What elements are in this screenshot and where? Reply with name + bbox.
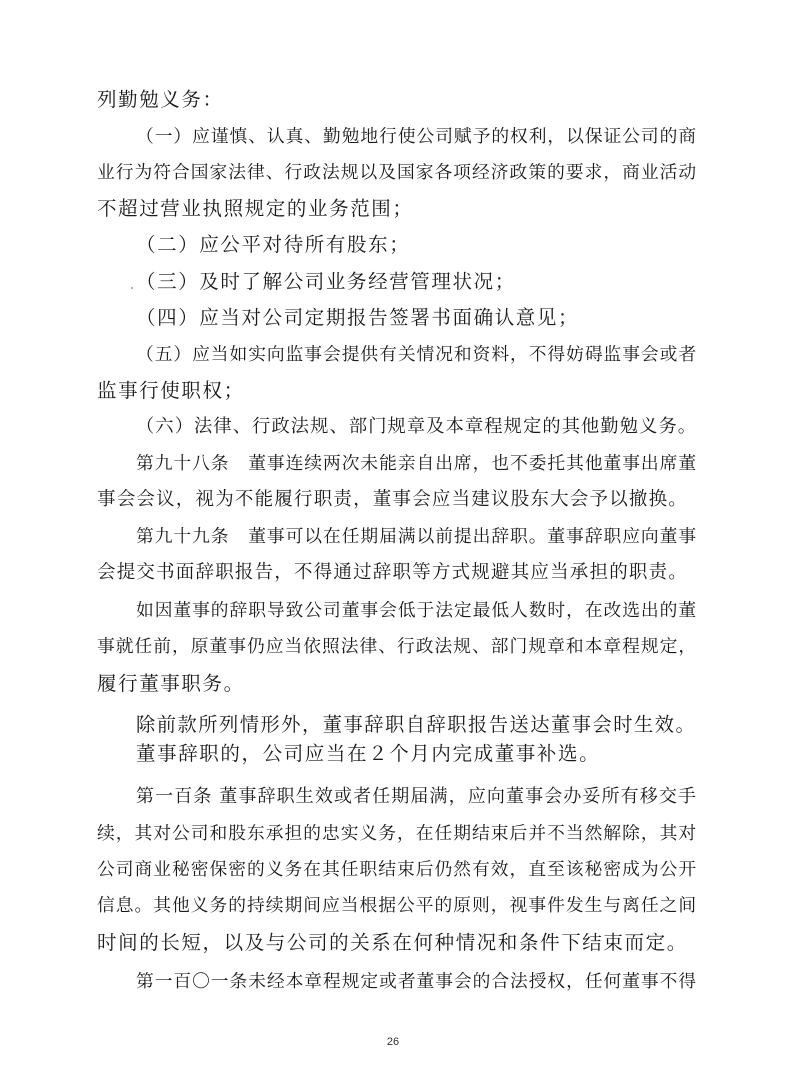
text-line: 业行为符合国家法律、行政法规以及国家各项经济政策的要求，商业活动 xyxy=(97,163,697,183)
text-line: （一）应谨慎、认真、勤勉地行使公司赋予的权利，以保证公司的商 xyxy=(136,127,697,147)
text-line: 公司商业秘密保密的义务在其任职结束后仍然有效，直至该秘密成为公开 xyxy=(97,860,697,880)
text-line: （三）及时了解公司业务经营管理状况； xyxy=(136,270,516,293)
text-line: （二）应公平对待所有股东； xyxy=(136,233,411,256)
text-line: 第一百〇一条未经本章程规定或者董事会的合法授权，任何董事不得 xyxy=(136,972,697,992)
text-line: 会提交书面辞职报告，不得通过辞职等方式规避其应当承担的职责。 xyxy=(97,562,689,583)
text-line: 如因董事的辞职导致公司董事会低于法定最低人数时，在改选出的董 xyxy=(136,601,697,621)
text-line: 事会会议，视为不能履行职责，董事会应当建议股东大会予以撤换。 xyxy=(97,489,689,510)
text-line: 监事行使职权； xyxy=(97,379,245,402)
text-line: 董事辞职的，公司应当在２个月内完成董事补选。 xyxy=(136,742,601,765)
text-line: 不超过营业执照规定的业务范围； xyxy=(97,197,414,220)
text-line: （六）法律、行政法规、部门规章及本章程规定的其他勤勉义务。 xyxy=(136,416,698,437)
text-line: 第一百条 董事辞职生效或者任期届满，应向董事会办妥所有移交手 xyxy=(136,786,697,807)
scan-speck xyxy=(131,287,133,289)
text-line: 第九十八条 董事连续两次未能亲自出席，也不委托其他董事出席董 xyxy=(136,454,697,474)
text-line: 事就任前，原董事仍应当依照法律、行政法规、部门规章和本章程规定， xyxy=(97,637,697,657)
text-line: （五）应当如实向监事会提供有关情况和资料，不得妨碍监事会或者 xyxy=(136,345,697,365)
text-line: （四）应当对公司定期报告签署书面确认意见； xyxy=(136,306,580,329)
text-line: 信息。其他义务的持续期间应当根据公平的原则，视事件发生与离任之间 xyxy=(97,896,697,916)
text-line: 第九十九条 董事可以在任期届满以前提出辞职。董事辞职应向董事 xyxy=(136,527,697,547)
text-line: 列勤勉义务： xyxy=(97,88,224,111)
text-line: 除前款所列情形外，董事辞职自辞职报告送达董事会时生效。 xyxy=(136,713,697,736)
text-line: 时间的长短，以及与公司的关系在何种情况和条件下结束而定。 xyxy=(97,931,688,954)
text-line: 续，其对公司和股东承担的忠实义务，在任期结束后并不当然解除，其对 xyxy=(97,824,697,844)
text-line: 履行董事职务。 xyxy=(97,672,245,695)
page-number: 26 xyxy=(386,1036,400,1048)
